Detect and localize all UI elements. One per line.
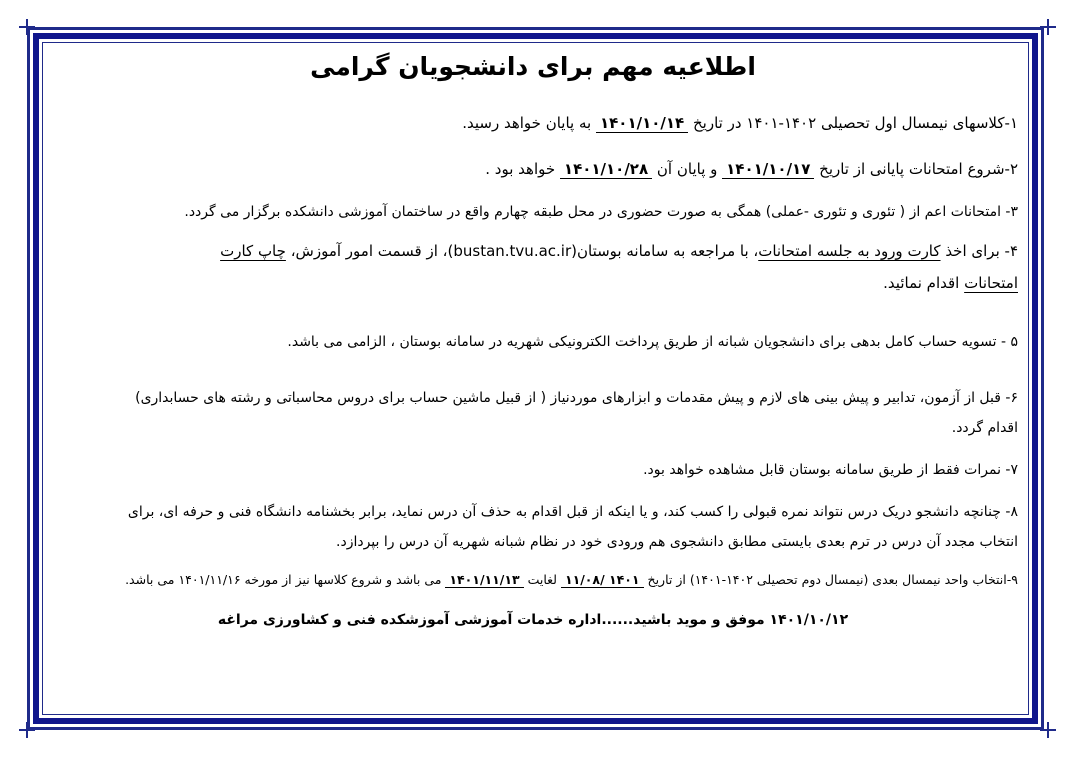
item-8: ۸- چنانچه دانشجو دریک درس نتواند نمره قبولی را کسب کند، و یا اینکه از قبل اقدام به حذف آن درس نماید، برابر بخشنامه دانشگاه فنی و حرفه ای، برای [127, 504, 1018, 520]
item-4-cont: امتحانات اقدام نمائید. [883, 274, 1018, 292]
item-5: ۵ - تسویه حساب کامل بدهی برای دانشجویان شبانه از طریق پرداخت الکترونیکی شهریه در سامانه بوستان ، الزامی می باشد. [287, 334, 1018, 350]
item-6: ۶- قبل از آزمون، تدابیر و پیش بینی های لازم و پیش مقدمات و ابزارهای موردنیاز ( از قبیل ماشین حساب برای دروس محاسباتی و رشته های حسابداری) [135, 390, 1018, 406]
registration-end-date: ۱۴۰۱/۱۱/۱۳ [445, 572, 523, 588]
exams-start-date: ۱۴۰۱/۱۰/۱۷ [722, 160, 814, 179]
item-9: ۹-انتخاب واحد نیمسال بعدی (نیمسال دوم تحصیلی ۱۴۰۲-۱۴۰۱) از تاریخ ۱۴۰۱ /۱۱/۰۸ لغایت ۱۴۰۱/۱۱/۱۳ می باشد و شروع کلاسها نیز از مورخه ۱۴۰۱/۱۱/۱۶ می باشد. [125, 572, 1018, 587]
classes-end-date: ۱۴۰۱/۱۰/۱۴ [596, 114, 688, 133]
entry-card-link[interactable]: کارت ورود به جلسه امتحانات [758, 242, 941, 260]
item-6-cont: اقدام گردد. [951, 420, 1018, 436]
item-1: ۱-کلاسهای نیمسال اول تحصیلی ۱۴۰۲-۱۴۰۱ در تاریخ ۱۴۰۱/۱۰/۱۴ به پایان خواهد رسید. [462, 114, 1018, 132]
item-8-cont: انتخاب مجدد آن درس در ترم بعدی بایستی مطابق دانشجوی هم ورودی خود در نظام شبانه شهریه آن درس را بپردازد. [336, 534, 1018, 550]
print-card-link[interactable]: چاپ کارت [220, 242, 286, 260]
bustan-url-link[interactable]: bustan.tvu.ac.ir [453, 242, 572, 260]
page-title: اطلاعیه مهم برای دانشجویان گرامی [310, 52, 756, 81]
item-2: ۲-شروع امتحانات پایانی از تاریخ ۱۴۰۱/۱۰/۱۷ و پایان آن ۱۴۰۱/۱۰/۲۸ خواهد بود . [485, 160, 1018, 178]
item-7: ۷- نمرات فقط از طریق سامانه بوستان قابل مشاهده خواهد بود. [643, 462, 1018, 478]
item-3: ۳- امتحانات اعم از ( تئوری و تئوری -عملی) همگی به صورت حضوری در محل طبقه چهارم واقع در ساختمان آموزشی دانشکده برگزار می گردد. [184, 204, 1018, 220]
item-4: ۴- برای اخذ کارت ورود به جلسه امتحانات، با مراجعه به سامانه بوستان(bustan.tvu.ac.ir)، از قسمت امور آموزش، چاپ کارت [220, 242, 1018, 260]
registration-start-date: ۱۴۰۱ /۱۱/۰۸ [561, 572, 644, 588]
exams-link[interactable]: امتحانات [964, 274, 1018, 292]
announcement-body [48, 44, 1018, 628]
exams-end-date: ۱۴۰۱/۱۰/۲۸ [560, 160, 652, 179]
signature-line: ۱۴۰۱/۱۰/۱۲ موفق و موید باشید......اداره خدمات آموزشی آموزشکده فنی و کشاورزی مراغه [217, 612, 849, 628]
